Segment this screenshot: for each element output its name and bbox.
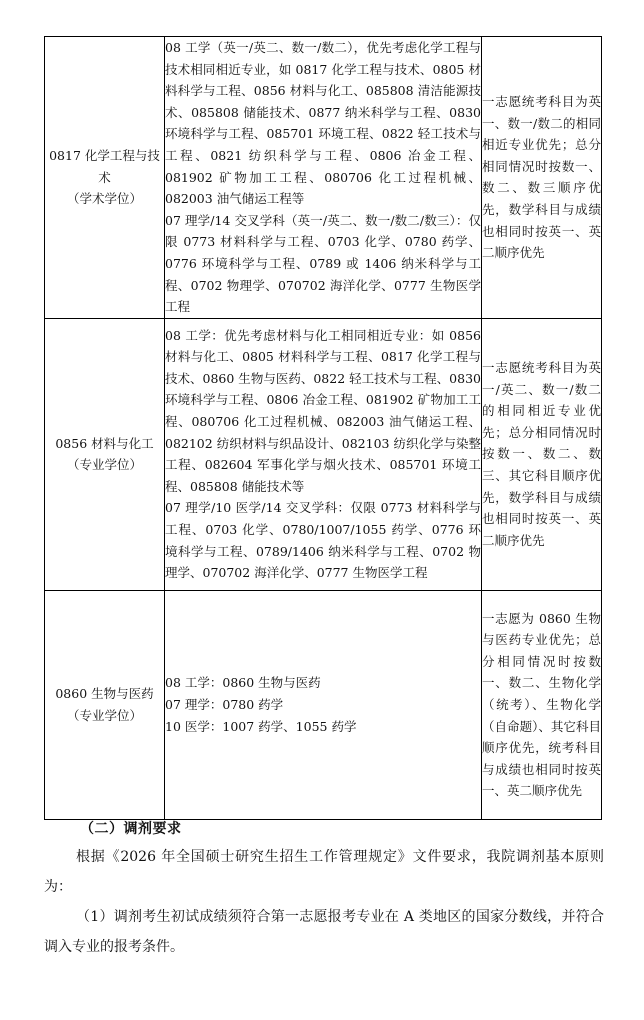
subject-paragraph: 07 理学：0780 药学: [165, 696, 284, 712]
section-heading: （二）调剂要求: [80, 821, 182, 837]
adjustment-requirements-table: [44, 36, 602, 820]
major-name: 0860 生物与医药: [55, 686, 154, 702]
subject-paragraph: 08 工学（英一/英二、数一/数二），优先考虑化学工程与技术相同相近专业，如 0817 化学工程与技术、0805 材料科学与工程、0856 材料与化工、085808 清洁能源技术、085808 储能技术、0877 纳米科学与工程、0830 环境科学与工程、085701 环境工程、0822 轻工技术与工程、0821 纺织科学与工程、0806 冶金工程、081902 矿物加工工程、080706 化工过程机械、082003 油气储运工程等: [165, 40, 481, 207]
major-cell: [45, 590, 165, 819]
priority-rule-cell: 一志愿为 0860 生物与医药专业优先；总分相同情况时按数一、数二、生物化学（统考）、生物化学（自命题）、其它科目顺序优先，统考科目与成绩也相同时按英一、英二顺序优先: [482, 590, 602, 819]
subject-paragraph: 10 医学：1007 药学、1055 药学: [165, 718, 357, 734]
table-row: [45, 318, 602, 590]
body-paragraph: （1）调剂考生初试成绩须符合第一志愿报考专业在 A 类地区的国家分数线，并符合调入专业的报考条件。: [44, 909, 604, 955]
degree-type: （专业学位）: [66, 457, 142, 473]
subjects-cell: [165, 318, 482, 590]
major-cell: [45, 318, 165, 590]
body-paragraph: 根据《2026 年全国硕士研究生招生工作管理规定》文件要求，我院调剂基本原则为：: [44, 849, 604, 895]
table-row: [45, 590, 602, 819]
subject-paragraph: 07 理学/14 交叉学科（英一/英二、数一/数二/数三）：仅限 0773 材料科学与工程、0703 化学、0780 药学、0776 环境科学与工程、0789 或 1406 纳米科学与工程、0702 物理学、070702 海洋化学、0777 生物医学工程: [165, 212, 481, 315]
major-cell: [45, 37, 165, 319]
table-row: [45, 37, 602, 319]
degree-type: （专业学位）: [66, 707, 142, 723]
major-name: 0856 材料与化工: [55, 435, 154, 451]
subject-paragraph: 07 理学/10 医学/14 交叉学科：仅限 0773 材料科学与工程、0703 化学、0780/1007/1055 药学、0776 环境科学与工程、0789/1406 纳米科学与工程、0702 物理学、070702 海洋化学、0777 生物医学工程: [165, 500, 481, 581]
subject-paragraph: 08 工学：0860 生物与医药: [165, 675, 321, 691]
priority-rule-cell: 一志愿统考科目为英一、数一/数二的相同相近专业优先；总分相同情况时按数一、数二、数三顺序优先，数学科目与成绩也相同时按英一、英二顺序优先: [482, 37, 602, 319]
major-name: 0817 化学工程与技术: [49, 147, 160, 185]
degree-type: （学术学位）: [66, 191, 142, 207]
subjects-cell: [165, 37, 482, 319]
subject-paragraph: 08 工学：优先考虑材料与化工相同相近专业：如 0856 材料与化工、0805 材料科学与工程、0817 化学工程与技术、0860 生物与医药、0822 轻工技术与工程、0830 环境科学与工程、0806 冶金工程、081902 矿物加工工程、080706 化工过程机械、082003 油气储运工程、082102 纺织材料与织品设计、082103 纺织化学与染整工程、082604 军事化学与烟火技术、085701 环境工程、085808 储能技术等: [165, 327, 481, 494]
priority-rule-cell: 一志愿统考科目为英一/英二、数一/数二的相同相近专业优先；总分相同情况时按数一、数二、数三、其它科目顺序优先，数学科目与成绩也相同时按英一、英二顺序优先: [482, 318, 602, 590]
subjects-cell: [165, 590, 482, 819]
